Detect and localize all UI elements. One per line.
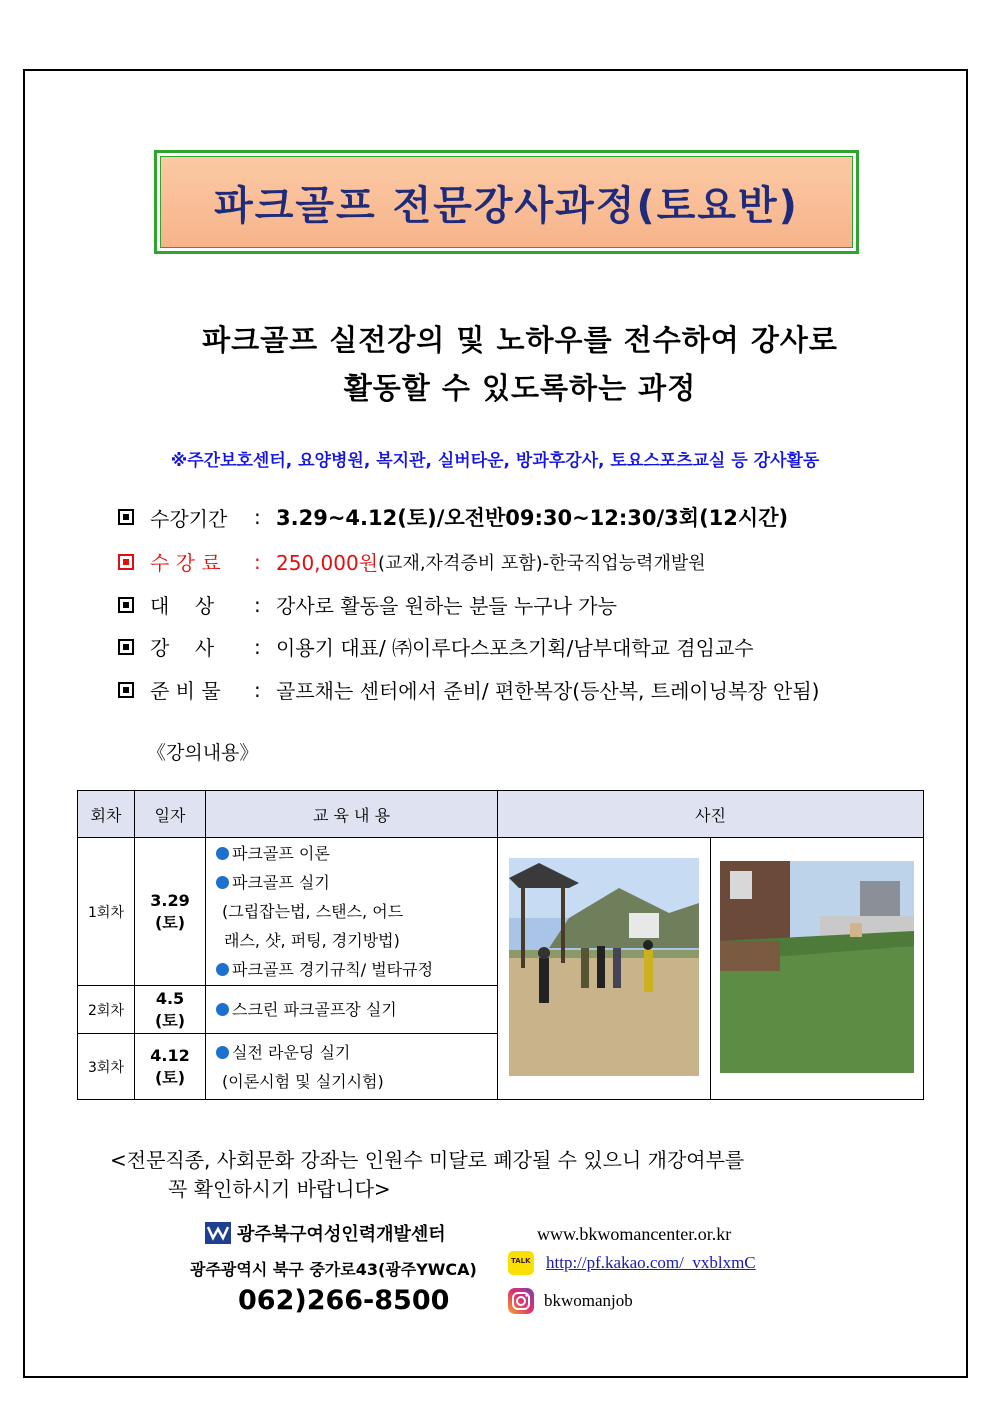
period-value: 3.29~4.12(토)/오전반09:30~12:30/3회(12시간)	[276, 506, 789, 530]
header-photo: 사진	[498, 791, 924, 838]
list-item: 스크린 파크골프장 실기	[206, 986, 498, 1034]
instagram-icon	[508, 1288, 534, 1314]
list-item: 실전 라운딩 실기 (이론시험 및 실기시험)	[206, 1034, 498, 1100]
info-target: 대 상 : 강사로 활동을 원하는 분들 누구나 가능	[118, 590, 617, 619]
table-header-row	[78, 791, 924, 838]
instagram-account[interactable]: bkwomanjob	[508, 1288, 633, 1314]
kakao-channel[interactable]	[508, 1251, 756, 1275]
org-address: 광주광역시 북구 중가로43(광주YWCA)	[190, 1260, 477, 1279]
supplies-value: 골프채는 센터에서 준비/ 편한복장(등산복, 트레이닝복장 안됨)	[276, 679, 820, 703]
square-bullet-icon	[118, 597, 134, 613]
section-title: 《강의내용》	[147, 742, 259, 764]
screen-golf-turf-photo	[720, 861, 914, 1073]
blue-dot-icon	[216, 963, 229, 976]
title-banner	[154, 150, 859, 254]
page-title: 파크골프 전문강사과정(토요반)	[214, 182, 799, 229]
info-instructor: 강 사 : 이용기 대표/ ㈜이루다스포츠기획/남부대학교 겸임교수	[118, 632, 754, 661]
photo-cell-1	[498, 838, 711, 1100]
website-link[interactable]: www.bkwomancenter.or.kr	[537, 1224, 732, 1244]
blue-dot-icon	[216, 1046, 229, 1059]
subtitle-line-2: 활동할 수 있도록하는 과정	[343, 371, 697, 405]
fee-detail: (교재,자격증비 포함)-한국직업능력개발원	[378, 552, 706, 574]
info-fee: 수 강 료 : 250,000원 (교재,자격증비 포함)-한국직업능력개발원	[118, 547, 706, 576]
park-golf-field-photo	[509, 858, 699, 1076]
org-phone: 062)266-8500	[238, 1285, 450, 1316]
info-supplies: 준 비 물 : 골프채는 센터에서 준비/ 편한복장(등산복, 트레이닝복장 안됨)	[118, 675, 820, 704]
square-bullet-icon	[118, 554, 134, 570]
square-bullet-icon	[118, 509, 134, 525]
subtitle-line-1: 파크골프 실전강의 및 노하우를 전수하여 강사로	[202, 323, 838, 357]
square-bullet-icon	[118, 682, 134, 698]
footer-note: <전문직종, 사회문화 강좌는 인원수 미달로 폐강될 수 있으니 개강여부를 꼭 확인하시기 바랍니다>	[110, 1148, 745, 1201]
info-period: 수강기간 : 3.29~4.12(토)/오전반09:30~12:30/3회(12시간)	[118, 502, 788, 532]
schedule-table	[77, 790, 924, 1100]
kakao-link[interactable]: http://pf.kakao.com/_vxblxmC	[546, 1253, 756, 1272]
instructor-value: 이용기 대표/ ㈜이루다스포츠기획/남부대학교 겸임교수	[276, 636, 754, 660]
photo-cell-2	[711, 838, 924, 1100]
table-row: 2회차 4.5 (토) 스크린 파크골프장 실기	[78, 986, 924, 1034]
blue-dot-icon	[216, 847, 229, 860]
table-row: 1회차 3.29 (토) 파크골프 이론 파크골프 실기 (그립잡는법, 스탠스, 어드 래스, 샷, 퍼팅, 경기방법) 파크골프 경기규칙/ 벌타규정	[78, 838, 924, 986]
header-content: 교 육 내 용	[206, 791, 498, 838]
ywca-logo-icon	[205, 1222, 231, 1244]
square-bullet-icon	[118, 639, 134, 655]
kakao-talk-icon: TALK	[508, 1251, 534, 1275]
activity-note: ※주간보호센터, 요양병원, 복지관, 실버타운, 방과후강사, 토요스포츠교실 등 강사활동	[170, 451, 820, 471]
table-row: 3회차 4.12 (토) 실전 라운딩 실기 (이론시험 및 실기시험)	[78, 1034, 924, 1100]
fee-value: 250,000원	[276, 551, 379, 575]
header-date: 일자	[135, 791, 206, 838]
blue-dot-icon	[216, 876, 229, 889]
header-round: 회차	[78, 791, 135, 838]
org-name: 광주북구여성인력개발센터	[205, 1220, 446, 1246]
target-value: 강사로 활동을 원하는 분들 누구나 가능	[276, 594, 617, 618]
blue-dot-icon	[216, 1003, 229, 1016]
list-item: 파크골프 이론 파크골프 실기 (그립잡는법, 스탠스, 어드 래스, 샷, 퍼팅, 경기방법) 파크골프 경기규칙/ 벌타규정	[206, 838, 498, 986]
